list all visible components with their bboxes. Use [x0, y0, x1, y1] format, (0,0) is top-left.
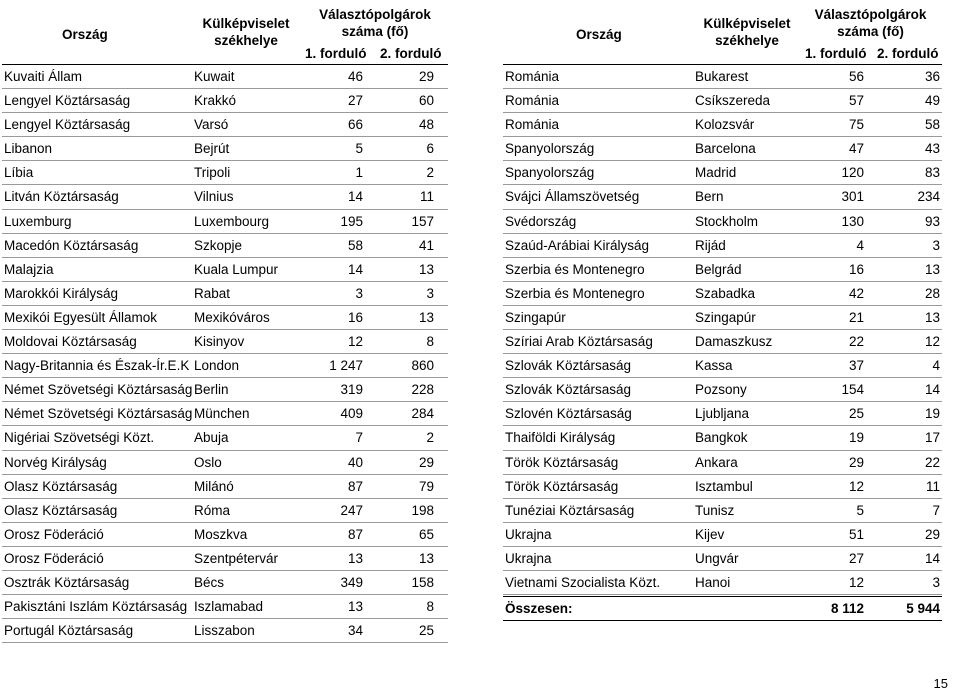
- country-cell: Lengyel Köztársaság: [4, 117, 131, 133]
- mission-cell: München: [194, 406, 250, 422]
- mission-cell: Bejrút: [194, 141, 230, 157]
- round1-cell: 16: [848, 261, 864, 277]
- round2-cell: 19: [924, 406, 940, 422]
- mission-cell: Damaszkusz: [695, 334, 773, 350]
- country-cell: Szerbia és Montenegro: [505, 285, 645, 301]
- round1-cell: 4: [856, 237, 864, 253]
- header-voters-line2: száma (fő): [837, 24, 904, 39]
- country-cell: Ukrajna: [505, 550, 552, 566]
- mission-cell: Bern: [695, 189, 724, 205]
- table-row: [2, 137, 448, 161]
- round1-cell: 12: [848, 478, 864, 494]
- round2-cell: 2: [426, 165, 434, 181]
- round2-cell: 13: [924, 309, 940, 325]
- round1-cell: 5: [355, 141, 363, 157]
- round2-cell: 14: [924, 382, 940, 398]
- table-row: [2, 330, 448, 354]
- header-mission: [692, 15, 802, 49]
- round2-cell: 28: [924, 285, 940, 301]
- table-body: [503, 65, 942, 595]
- mission-cell: Luxembourg: [194, 213, 270, 229]
- mission-cell: Isztambul: [695, 478, 753, 494]
- round2-cell: 83: [924, 165, 940, 181]
- country-cell: Osztrák Köztársaság: [4, 574, 130, 590]
- mission-cell: Abuja: [194, 430, 229, 446]
- total-round1: 8 112: [830, 601, 864, 617]
- total-label: Összesen:: [505, 601, 573, 617]
- round2-cell: 49: [924, 93, 940, 109]
- country-cell: Olasz Köztársaság: [4, 502, 118, 518]
- header-country: Ország: [576, 27, 622, 42]
- mission-cell: Belgrád: [695, 261, 742, 277]
- mission-cell: Rijád: [695, 237, 726, 253]
- round2-cell: 11: [925, 478, 940, 494]
- round1-cell: 195: [340, 213, 363, 229]
- country-cell: Litván Köztársaság: [4, 189, 119, 205]
- mission-cell: Krakkó: [194, 93, 237, 109]
- table-row: [503, 161, 942, 185]
- round2-cell: 13: [418, 550, 434, 566]
- table-row: [2, 354, 448, 378]
- header-mission-line1: Külképviselet: [703, 16, 791, 31]
- table-row: [503, 330, 942, 354]
- country-cell: Német Szövetségi Köztársaság: [4, 406, 193, 422]
- round1-cell: 29: [848, 454, 864, 470]
- round1-cell: 13: [347, 550, 363, 566]
- round1-cell: 154: [841, 382, 864, 398]
- round2-cell: 198: [411, 502, 434, 518]
- country-cell: Vietnami Szocialista Közt.: [505, 574, 661, 590]
- round1-cell: 40: [347, 454, 363, 470]
- table-row: [2, 595, 448, 619]
- country-cell: Orosz Föderáció: [4, 526, 104, 542]
- mission-cell: Ankara: [695, 454, 738, 470]
- round2-cell: 2: [426, 430, 434, 446]
- country-cell: Ukrajna: [505, 526, 552, 542]
- table-row: [2, 185, 448, 209]
- round1-cell: 130: [841, 213, 864, 229]
- country-cell: Szingapúr: [505, 309, 566, 325]
- header-mission: [196, 15, 296, 49]
- round2-cell: 234: [917, 189, 940, 205]
- country-cell: Románia: [505, 69, 560, 84]
- header-voters: [302, 6, 448, 40]
- table-row: [2, 113, 448, 137]
- mission-cell: Pozsony: [695, 382, 747, 398]
- round2-cell: 13: [924, 261, 940, 277]
- table-row: [503, 234, 942, 258]
- round1-cell: 1: [355, 165, 363, 181]
- header-mission-line2: székhelye: [214, 33, 278, 48]
- table-row: [503, 65, 942, 89]
- country-cell: Szerbia és Montenegro: [505, 261, 645, 277]
- country-cell: Svédország: [505, 213, 577, 229]
- mission-cell: Szingapúr: [695, 309, 756, 325]
- country-cell: Líbia: [4, 165, 34, 181]
- round1-cell: 120: [841, 165, 864, 181]
- mission-cell: Stockholm: [695, 213, 759, 229]
- round1-cell: 21: [848, 309, 864, 325]
- mission-cell: Csíkszereda: [695, 93, 771, 109]
- country-cell: Libanon: [4, 141, 53, 157]
- table-row: [2, 234, 448, 258]
- country-cell: Svájci Államszövetség: [505, 189, 640, 205]
- table-row: [2, 65, 448, 89]
- round1-cell: 1 247: [329, 358, 363, 374]
- round2-cell: 3: [932, 574, 940, 590]
- table-row: [503, 523, 942, 547]
- round1-cell: 14: [347, 189, 363, 205]
- table-row: [2, 306, 448, 330]
- country-cell: Románia: [505, 93, 560, 109]
- round2-cell: 8: [426, 599, 434, 615]
- round1-cell: 25: [848, 406, 864, 422]
- country-cell: Románia: [505, 117, 560, 133]
- table-row: [503, 185, 942, 209]
- header-mission-line2: székhelye: [715, 33, 779, 48]
- country-cell: Moldovai Köztársaság: [4, 334, 137, 350]
- table-row: [503, 258, 942, 282]
- country-cell: Török Köztársaság: [505, 478, 619, 494]
- mission-cell: Kijev: [695, 526, 725, 542]
- header-round2: 2. forduló: [877, 46, 939, 61]
- country-cell: Szaúd-Arábiai Királyság: [505, 237, 650, 253]
- mission-cell: Oslo: [194, 454, 222, 470]
- mission-cell: Berlin: [194, 382, 229, 398]
- round2-cell: 60: [418, 93, 434, 109]
- table-row: [2, 89, 448, 113]
- table-row: [503, 113, 942, 137]
- country-cell: Német Szövetségi Köztársaság: [4, 382, 193, 398]
- header-voters: [799, 6, 942, 40]
- country-cell: Pakisztáni Iszlám Köztársaság: [4, 599, 188, 615]
- mission-cell: Iszlamabad: [194, 599, 264, 615]
- total-round2: 5 944: [906, 601, 940, 617]
- round2-cell: 79: [418, 478, 434, 494]
- table-row: [2, 571, 448, 595]
- mission-cell: Róma: [194, 502, 231, 518]
- round1-cell: 46: [347, 69, 363, 84]
- round2-cell: 860: [411, 358, 434, 374]
- header-country: Ország: [62, 27, 108, 42]
- round1-cell: 51: [848, 526, 864, 542]
- round2-cell: 228: [411, 382, 434, 398]
- mission-cell: Tripoli: [194, 165, 231, 181]
- mission-cell: Mexikóváros: [194, 309, 270, 325]
- round2-cell: 13: [418, 261, 434, 277]
- table-row: [2, 258, 448, 282]
- country-cell: Macedón Köztársaság: [4, 237, 139, 253]
- round2-cell: 157: [411, 213, 434, 229]
- mission-cell: Szentpétervár: [194, 550, 279, 566]
- mission-cell: Ungvár: [695, 550, 739, 566]
- round1-cell: 66: [347, 117, 363, 133]
- round1-cell: 19: [848, 430, 864, 446]
- mission-cell: Kuwait: [194, 69, 235, 84]
- round2-cell: 29: [418, 454, 434, 470]
- mission-cell: Milánó: [194, 478, 234, 494]
- country-cell: Szíriai Arab Köztársaság: [505, 334, 653, 350]
- page-number: 15: [933, 676, 948, 691]
- mission-cell: Bangkok: [695, 430, 748, 446]
- header-voters-line1: Választópolgárok: [814, 7, 927, 22]
- round1-cell: 27: [347, 93, 363, 109]
- table-row: [503, 210, 942, 234]
- mission-cell: Kisinyov: [194, 334, 245, 350]
- left-table: [2, 2, 448, 643]
- table-row: [2, 475, 448, 499]
- round2-cell: 22: [924, 454, 940, 470]
- round1-cell: 12: [347, 334, 363, 350]
- table-row: [2, 523, 448, 547]
- round2-cell: 7: [932, 502, 940, 518]
- table-row: [503, 547, 942, 571]
- mission-cell: Kolozsvár: [695, 117, 755, 133]
- mission-cell: Bécs: [194, 574, 225, 590]
- round2-cell: 4: [932, 358, 940, 374]
- round2-cell: 6: [426, 141, 434, 157]
- header-mission-line1: Külképviselet: [202, 16, 290, 31]
- table-row: [503, 426, 942, 450]
- country-cell: Kuvaiti Állam: [4, 69, 83, 84]
- table-row: [503, 282, 942, 306]
- round2-cell: 36: [924, 69, 940, 84]
- mission-cell: Madrid: [695, 165, 737, 181]
- round1-cell: 3: [355, 285, 363, 301]
- mission-cell: Kuala Lumpur: [194, 261, 279, 277]
- round2-cell: 14: [924, 550, 940, 566]
- round1-cell: 247: [340, 502, 363, 518]
- table-row: [503, 89, 942, 113]
- round2-cell: 29: [418, 69, 434, 84]
- header-round1: 1. forduló: [305, 46, 367, 61]
- table-body: [2, 65, 448, 643]
- round2-cell: 17: [924, 430, 940, 446]
- country-cell: Szlovák Köztársaság: [505, 358, 632, 374]
- country-cell: Nigériai Szövetségi Közt.: [4, 430, 155, 446]
- round1-cell: 87: [347, 526, 363, 542]
- round2-cell: 3: [426, 285, 434, 301]
- table-row: [503, 402, 942, 426]
- mission-cell: London: [194, 358, 240, 374]
- table-row: [503, 306, 942, 330]
- country-cell: Malajzia: [4, 261, 54, 277]
- country-cell: Nagy-Britannia és Észak-Ír.E.K: [4, 358, 190, 374]
- round2-cell: 8: [426, 334, 434, 350]
- table-row: [503, 354, 942, 378]
- country-cell: Marokkói Királyság: [4, 285, 119, 301]
- mission-cell: Szkopje: [194, 237, 243, 253]
- round1-cell: 5: [856, 502, 864, 518]
- table-row: [2, 451, 448, 475]
- country-cell: Mexikói Egyesült Államok: [4, 309, 158, 325]
- total-row: [503, 596, 942, 621]
- round2-cell: 13: [418, 309, 434, 325]
- round1-cell: 349: [340, 574, 363, 590]
- round1-cell: 34: [347, 623, 363, 639]
- round1-cell: 57: [848, 93, 864, 109]
- round2-cell: 41: [418, 237, 434, 253]
- round1-cell: 13: [347, 599, 363, 615]
- mission-cell: Varsó: [194, 117, 229, 133]
- table-row: [503, 475, 942, 499]
- country-cell: Norvég Királyság: [4, 454, 107, 470]
- table-row: [2, 499, 448, 523]
- country-cell: Portugál Köztársaság: [4, 623, 134, 639]
- country-cell: Orosz Föderáció: [4, 550, 104, 566]
- round2-cell: 65: [418, 526, 434, 542]
- table-row: [2, 426, 448, 450]
- round1-cell: 27: [848, 550, 864, 566]
- table-row: [503, 378, 942, 402]
- round1-cell: 12: [848, 574, 864, 590]
- round1-cell: 7: [355, 430, 363, 446]
- mission-cell: Kassa: [695, 358, 733, 374]
- table-row: [2, 378, 448, 402]
- table-row: [2, 161, 448, 185]
- round1-cell: 75: [848, 117, 864, 133]
- mission-cell: Barcelona: [695, 141, 756, 157]
- table-row: [2, 547, 448, 571]
- round1-cell: 37: [848, 358, 864, 374]
- round1-cell: 14: [347, 261, 363, 277]
- round1-cell: 56: [848, 69, 864, 84]
- table-row: [503, 451, 942, 475]
- round1-cell: 16: [347, 309, 363, 325]
- round2-cell: 3: [932, 237, 940, 253]
- round1-cell: 58: [347, 237, 363, 253]
- table-row: [503, 137, 942, 161]
- country-cell: Spanyolország: [505, 165, 595, 181]
- mission-cell: Hanoi: [695, 574, 731, 590]
- header-voters-line2: száma (fő): [341, 24, 409, 39]
- round1-cell: 87: [347, 478, 363, 494]
- round2-cell: 284: [411, 406, 434, 422]
- round2-cell: 11: [419, 189, 434, 205]
- mission-cell: Szabadka: [695, 285, 756, 301]
- country-cell: Szlovén Köztársaság: [505, 406, 632, 422]
- mission-cell: Bukarest: [695, 69, 749, 84]
- table-row: [503, 499, 942, 523]
- round1-cell: 409: [340, 406, 363, 422]
- country-cell: Lengyel Köztársaság: [4, 93, 131, 109]
- header-voters-line1: Választópolgárok: [319, 7, 431, 22]
- country-cell: Olasz Köztársaság: [4, 478, 118, 494]
- round2-cell: 12: [924, 334, 940, 350]
- round1-cell: 47: [848, 141, 864, 157]
- mission-cell: Rabat: [194, 285, 231, 301]
- country-cell: Szlovák Köztársaság: [505, 382, 632, 398]
- table-row: [2, 619, 448, 643]
- table-row: [2, 210, 448, 234]
- round2-cell: 93: [924, 213, 940, 229]
- round1-cell: 22: [848, 334, 864, 350]
- round1-cell: 301: [841, 189, 864, 205]
- header-round2: 2. forduló: [380, 46, 442, 61]
- mission-cell: Ljubljana: [695, 406, 750, 422]
- mission-cell: Tunisz: [695, 502, 735, 518]
- right-table: [503, 2, 942, 621]
- country-cell: Spanyolország: [505, 141, 595, 157]
- mission-cell: Lisszabon: [194, 623, 255, 639]
- table-row: [2, 282, 448, 306]
- round2-cell: 158: [411, 574, 434, 590]
- table-row: [503, 571, 942, 595]
- round1-cell: 42: [848, 285, 864, 301]
- table-header: [503, 2, 942, 65]
- mission-cell: Moszkva: [194, 526, 248, 542]
- country-cell: Török Köztársaság: [505, 454, 619, 470]
- header-round1: 1. forduló: [805, 46, 867, 61]
- round1-cell: 319: [340, 382, 363, 398]
- country-cell: Thaiföldi Királyság: [505, 430, 616, 446]
- country-cell: Tunéziai Köztársaság: [505, 502, 635, 518]
- round2-cell: 48: [418, 117, 434, 133]
- round2-cell: 58: [924, 117, 940, 133]
- table-header: [2, 2, 448, 65]
- mission-cell: Vilnius: [194, 189, 234, 205]
- round2-cell: 43: [924, 141, 940, 157]
- round2-cell: 29: [924, 526, 940, 542]
- country-cell: Luxemburg: [4, 213, 72, 229]
- round2-cell: 25: [418, 623, 434, 639]
- table-row: [2, 402, 448, 426]
